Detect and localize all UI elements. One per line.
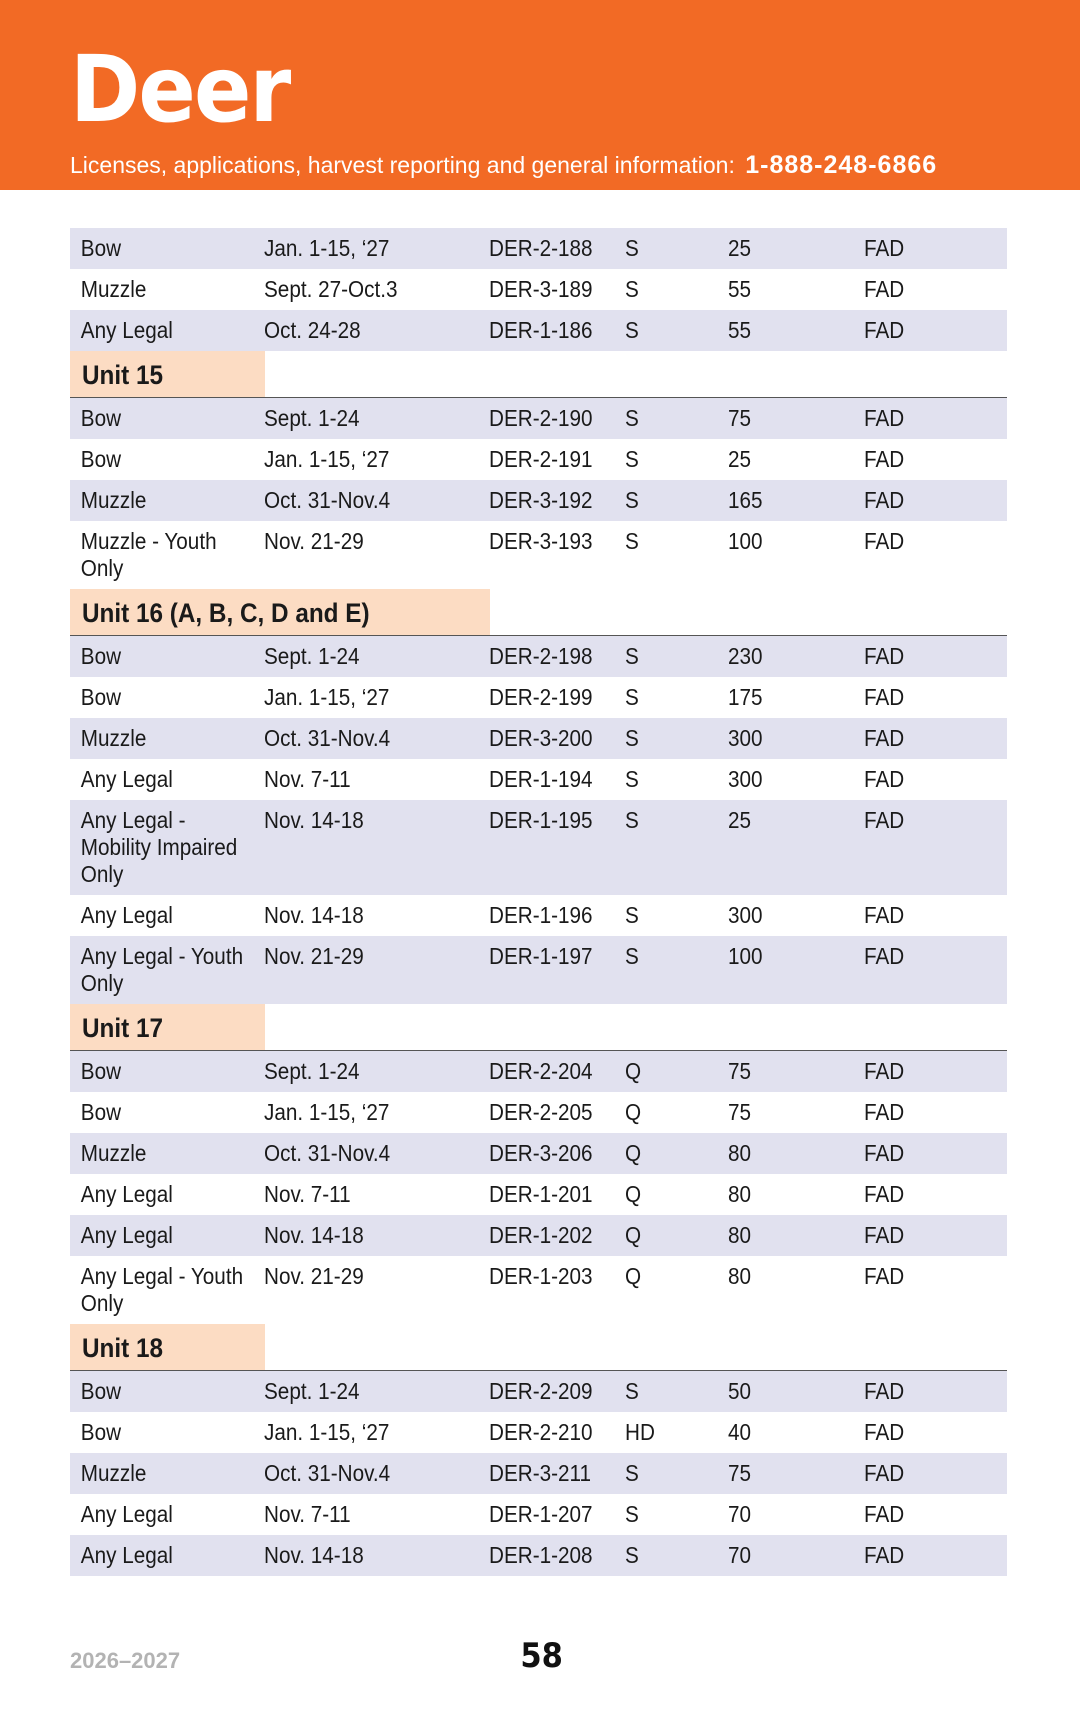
season-dates: Nov. 7-11 — [264, 1501, 351, 1527]
table-row — [70, 759, 1007, 800]
hunt-code: DER-3-193 — [489, 528, 593, 554]
fad-code: FAD — [864, 1263, 905, 1289]
hunt-code: DER-3-206 — [489, 1140, 593, 1166]
quota-flag: Q — [625, 1222, 642, 1248]
hunt-table — [70, 228, 1007, 1576]
unit-label-text: Unit 16 (A, B, C, D and E) — [82, 598, 370, 628]
table-row — [70, 895, 1007, 936]
quota-flag: S — [625, 276, 639, 302]
fad-code: FAD — [864, 317, 905, 343]
footer-year: 2026–2027 — [70, 1648, 181, 1673]
quota-flag: S — [625, 487, 639, 513]
season-dates: Oct. 31-Nov.4 — [264, 1140, 391, 1166]
page-title: Deer — [70, 36, 290, 143]
hunt-type: Any Legal — [80, 766, 173, 792]
fad-code: FAD — [864, 1181, 905, 1207]
fad-code: FAD — [864, 446, 905, 472]
fad-code: FAD — [864, 807, 905, 833]
hunt-code: DER-1-207 — [489, 1501, 593, 1527]
quota-flag: HD — [625, 1419, 655, 1445]
hunt-code: DER-2-191 — [489, 446, 593, 472]
unit-label — [70, 589, 490, 635]
unit-label — [70, 1324, 265, 1370]
table-row — [70, 636, 1007, 677]
hunt-code: DER-1-203 — [489, 1263, 593, 1289]
quota-flag: S — [625, 405, 639, 431]
hunt-type: Any Legal — [80, 1501, 173, 1527]
hunt-code: DER-1-194 — [489, 766, 593, 792]
table-row — [70, 439, 1007, 480]
fad-code: FAD — [864, 1058, 905, 1084]
season-dates: Nov. 21-29 — [264, 528, 364, 554]
hunt-code: DER-1-208 — [489, 1542, 593, 1568]
fad-code: FAD — [864, 902, 905, 928]
fad-code: FAD — [864, 405, 905, 431]
unit-label-text: Unit 15 — [82, 360, 164, 390]
fad-code: FAD — [864, 684, 905, 710]
table-row — [70, 1535, 1007, 1576]
table-row — [70, 1412, 1007, 1453]
table-row — [70, 521, 1007, 589]
table-row — [70, 1371, 1007, 1412]
permit-count: 300 — [728, 766, 763, 792]
season-dates: Jan. 1-15, ‘27 — [264, 684, 390, 710]
permit-count: 55 — [728, 276, 752, 302]
quota-flag: Q — [625, 1099, 642, 1125]
hunt-type: Bow — [80, 446, 122, 472]
permit-count: 80 — [728, 1222, 752, 1248]
season-dates: Jan. 1-15, ‘27 — [264, 235, 390, 261]
hunt-type: Bow — [80, 643, 122, 669]
hunt-type: Any Legal — [80, 1181, 173, 1207]
quota-flag: S — [625, 235, 639, 261]
permit-count: 300 — [728, 725, 763, 751]
hunt-type: Bow — [80, 1099, 122, 1125]
quota-flag: S — [625, 1378, 639, 1404]
hunt-type: Any Legal — [80, 902, 173, 928]
season-dates: Nov. 14-18 — [264, 807, 364, 833]
season-dates: Nov. 14-18 — [264, 1222, 364, 1248]
permit-count: 25 — [728, 807, 752, 833]
fad-code: FAD — [864, 1099, 905, 1125]
season-dates: Sept. 1-24 — [264, 643, 360, 669]
header-subtitle — [70, 150, 937, 180]
hunt-code: DER-1-186 — [489, 317, 593, 343]
hunt-code: DER-2-205 — [489, 1099, 593, 1125]
quota-flag: S — [625, 643, 639, 669]
fad-code: FAD — [864, 1140, 905, 1166]
fad-code: FAD — [864, 943, 905, 969]
hunt-type: Bow — [80, 1378, 122, 1404]
quota-flag: Q — [625, 1181, 642, 1207]
table-row — [70, 1133, 1007, 1174]
table-row — [70, 1092, 1007, 1133]
season-dates: Sept. 27-Oct.3 — [264, 276, 398, 302]
table-row — [70, 1051, 1007, 1092]
season-dates: Nov. 14-18 — [264, 902, 364, 928]
hunt-code: DER-1-202 — [489, 1222, 593, 1248]
season-dates: Nov. 14-18 — [264, 1542, 364, 1568]
hunt-type: Any Legal - Mobility Impaired Only — [80, 807, 238, 887]
quota-flag: S — [625, 1501, 639, 1527]
unit-header — [70, 589, 1007, 636]
permit-count: 230 — [728, 643, 763, 669]
hunt-code: DER-2-209 — [489, 1378, 593, 1404]
hunt-type: Any Legal — [80, 1542, 173, 1568]
hunt-type: Bow — [80, 235, 122, 261]
permit-count: 100 — [728, 528, 763, 554]
hunt-type: Any Legal — [80, 1222, 173, 1248]
hunt-code: DER-3-192 — [489, 487, 593, 513]
hunt-type: Muzzle — [80, 725, 147, 751]
hunt-type: Any Legal — [80, 317, 173, 343]
season-dates: Oct. 24-28 — [264, 317, 361, 343]
unit-header — [70, 1324, 1007, 1371]
table-row — [70, 1256, 1007, 1324]
unit-header — [70, 351, 1007, 398]
permit-count: 70 — [728, 1501, 752, 1527]
hunt-code: DER-1-201 — [489, 1181, 593, 1207]
fad-code: FAD — [864, 1501, 905, 1527]
permit-count: 75 — [728, 1460, 752, 1486]
fad-code: FAD — [864, 643, 905, 669]
quota-flag: S — [625, 446, 639, 472]
hunt-type: Muzzle — [80, 1140, 147, 1166]
hunt-code: DER-2-204 — [489, 1058, 593, 1084]
hunt-code: DER-2-210 — [489, 1419, 593, 1445]
hunt-type: Bow — [80, 684, 122, 710]
hunt-code: DER-3-211 — [489, 1460, 592, 1486]
season-dates: Jan. 1-15, ‘27 — [264, 1099, 390, 1125]
unit-label-text: Unit 17 — [82, 1013, 164, 1043]
season-dates: Nov. 7-11 — [264, 766, 351, 792]
unit-header — [70, 1004, 1007, 1051]
season-dates: Nov. 21-29 — [264, 1263, 364, 1289]
quota-flag: S — [625, 1542, 639, 1568]
permit-count: 40 — [728, 1419, 752, 1445]
quota-flag: S — [625, 766, 639, 792]
hunt-type: Any Legal - Youth Only — [80, 1263, 244, 1316]
season-dates: Nov. 21-29 — [264, 943, 364, 969]
hunt-type: Muzzle — [80, 487, 147, 513]
quota-flag: S — [625, 902, 639, 928]
season-dates: Sept. 1-24 — [264, 1058, 360, 1084]
hunt-type: Muzzle - Youth Only — [80, 528, 217, 581]
fad-code: FAD — [864, 1460, 905, 1486]
table-row — [70, 936, 1007, 1004]
info-text: Licenses, applications, harvest reporting and general information: — [70, 152, 735, 178]
quota-flag: Q — [625, 1263, 642, 1289]
permit-count: 75 — [728, 1058, 752, 1084]
hunt-code: DER-2-188 — [489, 235, 593, 261]
hunt-type: Bow — [80, 1058, 122, 1084]
hunt-code: DER-3-189 — [489, 276, 593, 302]
table-row — [70, 800, 1007, 895]
fad-code: FAD — [864, 528, 905, 554]
hunt-code: DER-2-199 — [489, 684, 593, 710]
unit-label — [70, 351, 265, 397]
table-row — [70, 1174, 1007, 1215]
permit-count: 55 — [728, 317, 752, 343]
table-row — [70, 310, 1007, 351]
season-dates: Sept. 1-24 — [264, 405, 360, 431]
season-dates: Oct. 31-Nov.4 — [264, 1460, 391, 1486]
quota-flag: Q — [625, 1140, 642, 1166]
fad-code: FAD — [864, 1419, 905, 1445]
table-row — [70, 269, 1007, 310]
hunt-type: Muzzle — [80, 276, 147, 302]
permit-count: 75 — [728, 405, 752, 431]
table-row — [70, 1453, 1007, 1494]
table-row — [70, 398, 1007, 439]
hunt-code: DER-1-195 — [489, 807, 593, 833]
permit-count: 25 — [728, 235, 752, 261]
season-dates: Oct. 31-Nov.4 — [264, 725, 391, 751]
table-row — [70, 480, 1007, 521]
hunt-code: DER-3-200 — [489, 725, 593, 751]
season-dates: Jan. 1-15, ‘27 — [264, 1419, 390, 1445]
season-dates: Oct. 31-Nov.4 — [264, 487, 391, 513]
quota-flag: S — [625, 684, 639, 710]
header-banner — [0, 0, 1080, 190]
table-row — [70, 718, 1007, 759]
phone-number: 1-888-248-6866 — [745, 151, 938, 179]
table-row — [70, 677, 1007, 718]
hunt-type: Bow — [80, 1419, 122, 1445]
quota-flag: S — [625, 807, 639, 833]
hunt-code: DER-1-197 — [489, 943, 593, 969]
fad-code: FAD — [864, 1378, 905, 1404]
fad-code: FAD — [864, 1542, 905, 1568]
permit-count: 300 — [728, 902, 763, 928]
table-row — [70, 228, 1007, 269]
permit-count: 80 — [728, 1181, 752, 1207]
permit-count: 165 — [728, 487, 763, 513]
quota-flag: S — [625, 1460, 639, 1486]
quota-flag: S — [625, 528, 639, 554]
fad-code: FAD — [864, 1222, 905, 1248]
permit-count: 175 — [728, 684, 763, 710]
unit-label — [70, 1004, 265, 1050]
season-dates: Sept. 1-24 — [264, 1378, 360, 1404]
fad-code: FAD — [864, 276, 905, 302]
fad-code: FAD — [864, 766, 905, 792]
hunt-code: DER-2-190 — [489, 405, 593, 431]
unit-label-text: Unit 18 — [82, 1333, 164, 1363]
permit-count: 70 — [728, 1542, 752, 1568]
table-row — [70, 1494, 1007, 1535]
season-dates: Nov. 7-11 — [264, 1181, 351, 1207]
hunt-code: DER-1-196 — [489, 902, 593, 928]
page-number: 58 — [520, 1636, 563, 1676]
hunt-code: DER-2-198 — [489, 643, 593, 669]
permit-count: 75 — [728, 1099, 752, 1125]
fad-code: FAD — [864, 235, 905, 261]
permit-count: 50 — [728, 1378, 752, 1404]
permit-count: 80 — [728, 1140, 752, 1166]
hunt-type: Bow — [80, 405, 122, 431]
hunt-type: Any Legal - Youth Only — [80, 943, 244, 996]
permit-count: 25 — [728, 446, 752, 472]
quota-flag: S — [625, 943, 639, 969]
fad-code: FAD — [864, 487, 905, 513]
permit-count: 80 — [728, 1263, 752, 1289]
permit-count: 100 — [728, 943, 763, 969]
quota-flag: S — [625, 725, 639, 751]
quota-flag: Q — [625, 1058, 642, 1084]
table-row — [70, 1215, 1007, 1256]
season-dates: Jan. 1-15, ‘27 — [264, 446, 390, 472]
quota-flag: S — [625, 317, 639, 343]
fad-code: FAD — [864, 725, 905, 751]
hunt-type: Muzzle — [80, 1460, 147, 1486]
